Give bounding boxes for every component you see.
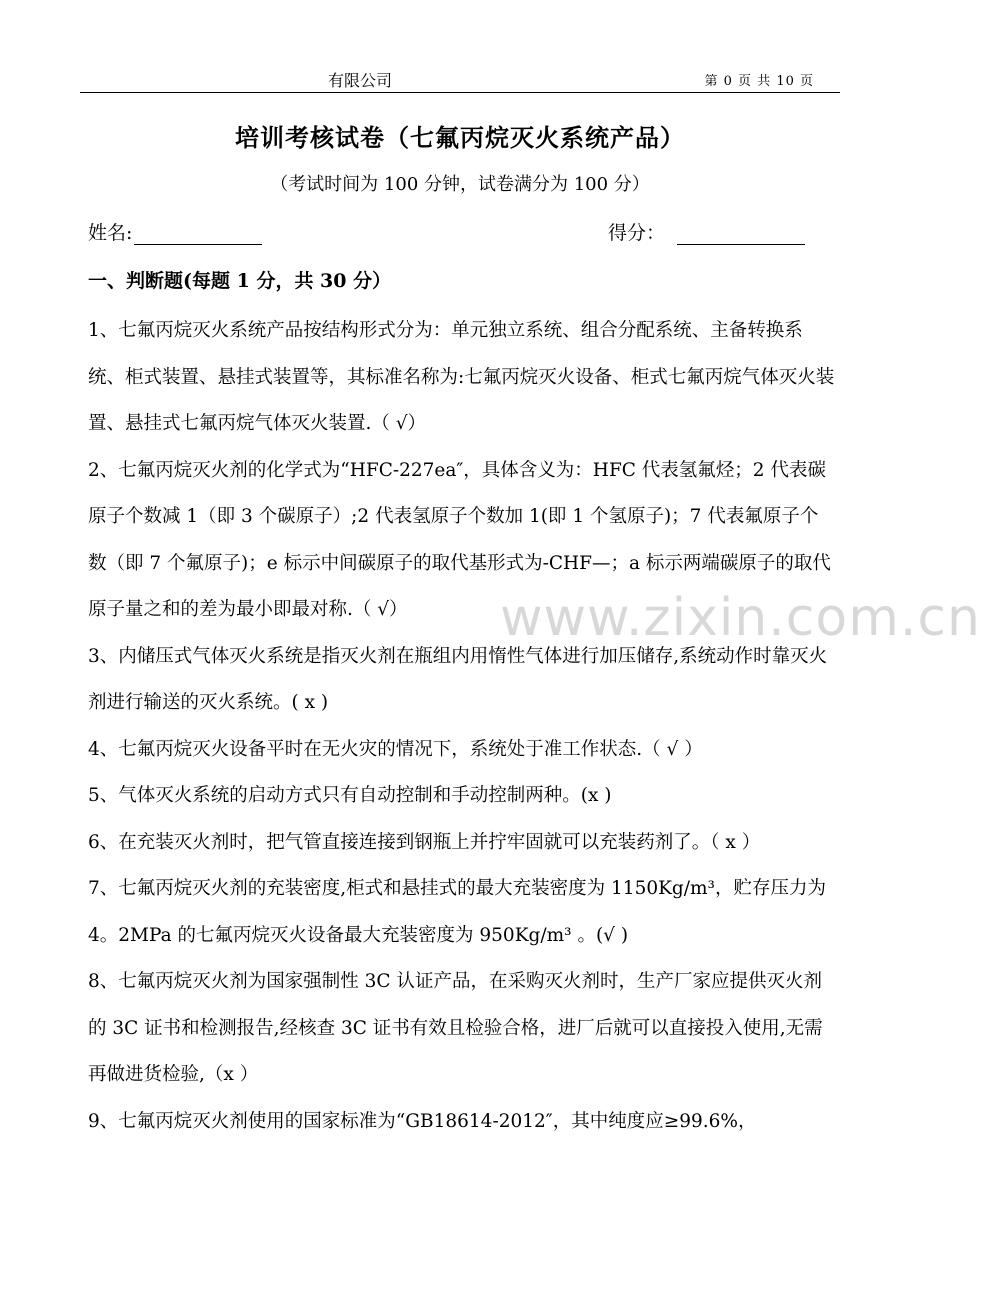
section-title: 一、判断题(每题 1 分，共 30 分） (88, 270, 392, 292)
question-item: 9、七氟丙烷灭火剂使用的国家标准为“GB18614-2012″，其中纯度应≥99.6%， (88, 1110, 757, 1132)
score-label: 得分： (608, 222, 666, 244)
question-item: 6、在充装灭火剂时，把气管直接连接到钢瓶上并拧牢固就可以充装药剂了。（ x ） (88, 831, 761, 853)
name-field (88, 218, 262, 245)
page-header (80, 66, 840, 93)
company-name: 有限公司 (327, 71, 392, 90)
exam-subtitle: （考试时间为 100 分钟，试卷满分为 100 分） (270, 174, 650, 195)
question-list (88, 308, 836, 1145)
question-item: 7、七氟丙烷灭火剂的充装密度,柜式和悬挂式的最大充装密度为 1150Kg/m³，贮存压力为 4。2MPa 的七氟丙烷灭火设备最大充装密度为 950Kg/m³ 。(√ ) (88, 878, 826, 946)
name-label: 姓名: (88, 222, 133, 244)
score-blank (677, 222, 805, 245)
exam-title: 培训考核试卷（七氟丙烷灭火系统产品） (235, 123, 685, 152)
watermark: www.zixin.com.cn (500, 588, 981, 648)
name-blank (134, 222, 262, 245)
question-item: 3、内储压式气体灭火系统是指灭火剂在瓶组内用惰性气体进行加压储存,系统动作时靠灭火剂进行输送的灭火系统。( x ) (88, 645, 828, 713)
question-item: 2、七氟丙烷灭火剂的化学式为“HFC-227ea″，具体含义为：HFC 代表氢氟烃；2 代表碳原子个数减 1（即 3 个碳原子）;2 代表氢原子个数加 1(即 1 个氢原子)；7 代表氟原子个数（即 7 个氟原子)；e 标示中间碳原子的取代基形式为-CHF—；a 标示两端碳原子的取代原子量之和的差为最小即最对称.（ √） (88, 459, 831, 620)
page-number: 第 0 页 共 10 页 (704, 74, 814, 89)
question-item: 1、七氟丙烷灭火系统产品按结构形式分为：单元独立系统、组合分配系统、主备转换系统、柜式装置、悬挂式装置等，其标准名称为:七氟丙烷灭火设备、柜式七氟丙烷气体灭火装置、悬挂式七氟丙烷气体灭火装置.（ √） (88, 320, 835, 434)
score-field (608, 218, 805, 245)
question-item: 8、七氟丙烷灭火剂为国家强制性 3C 认证产品，在采购灭火剂时，生产厂家应提供灭火剂的 3C 证书和检测报告,经核查 3C 证书有效且检验合格，进厂后就可以直接投入使用,无需再做进货检验,（x ） (88, 971, 823, 1085)
question-item: 4、七氟丙烷灭火设备平时在无火灾的情况下，系统处于准工作状态.（ √ ） (88, 738, 703, 760)
question-item: 5、气体灭火系统的启动方式只有自动控制和手动控制两种。(x ) (88, 785, 612, 806)
